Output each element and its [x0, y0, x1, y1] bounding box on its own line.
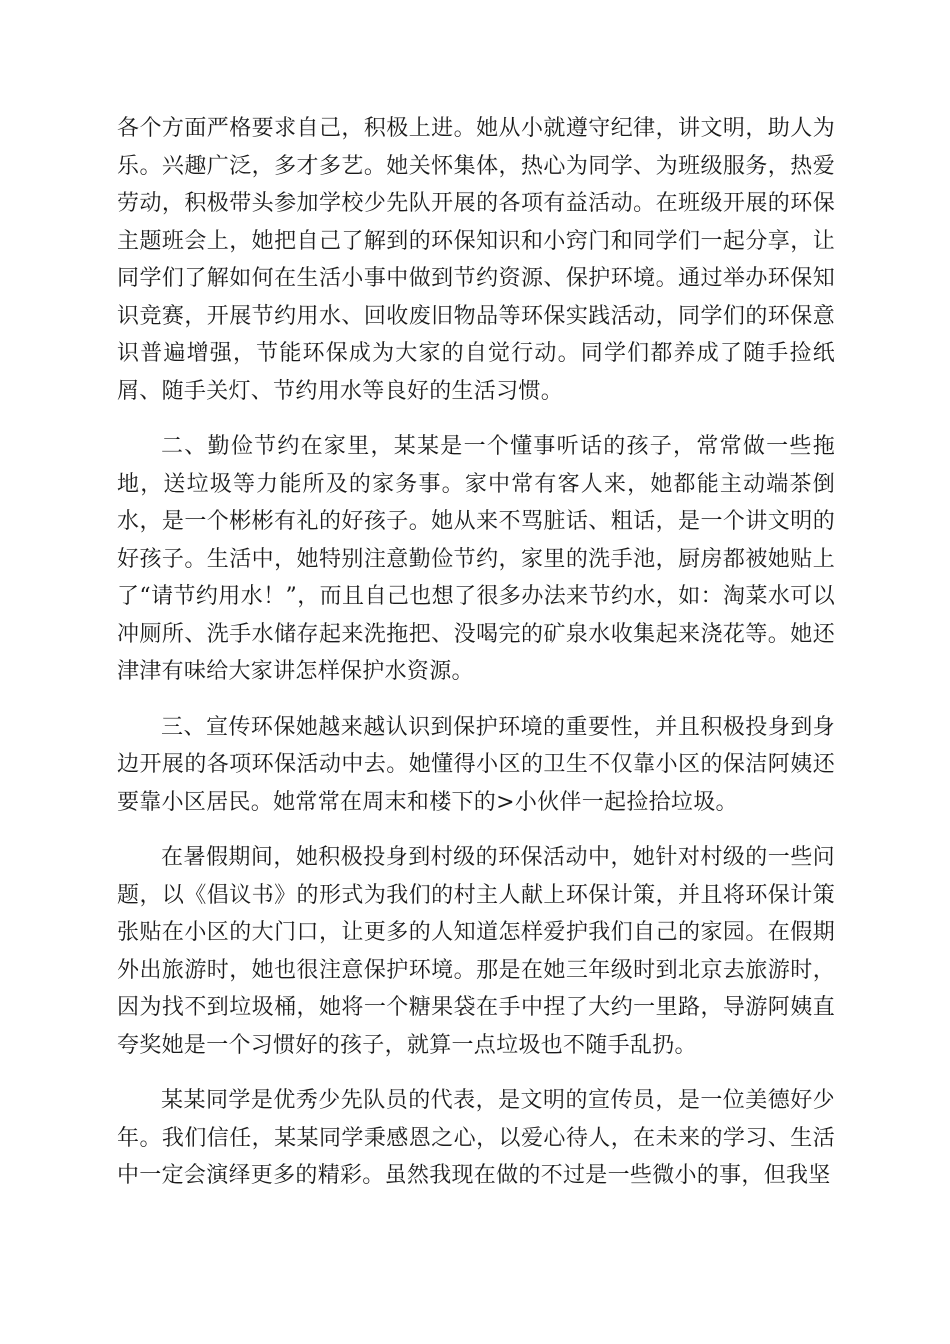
document-body — [117, 110, 835, 1213]
paragraph-section-two: 二、勤俭节约在家里，某某是一个懂事听话的孩子，常常做一些拖地，送垃圾等力能所及的家务事。家中常有客人来，她都能主动端茶倒水，是一个彬彬有礼的好孩子。她从来不骂脏话、粗话，是一个讲文明的好孩子。生活中，她特别注意勤俭节约，家里的洗手池，厨房都被她贴上了“请节约用水！”，而且自己也想了很多办法来节约水，如：淘菜水可以冲厕所、洗手水储存起来洗拖把、没喝完的矿泉水收集起来浇花等。她还津津有味给大家讲怎样保护水资源。 — [117, 434, 835, 684]
paragraph-section-three: 三、宣传环保她越来越认识到保护环境的重要性，并且积极投身到身边开展的各项环保活动中去。她懂得小区的卫生不仅靠小区的保洁阿姨还要靠小区居民。她常常在周末和楼下的>小伙伴一起捡拾垃圾。 — [117, 714, 835, 815]
paragraph-conclusion: 某某同学是优秀少先队员的代表，是文明的宣传员，是一位美德好少年。我们信任，某某同学秉感恩之心，以爱心待人，在未来的学习、生活中一定会演绎更多的精彩。虽然我现在做的不过是一些微小的事，但我坚 — [117, 1088, 835, 1188]
paragraph-summer-vacation: 在暑假期间，她积极投身到村级的环保活动中，她针对村级的一些问题，以《倡议书》的形式为我们的村主人献上环保计策，并且将环保计策张贴在小区的大门口，让更多的人知道怎样爱护我们自己的家园。在假期外出旅游时，她也很注意保护环境。那是在她三年级时到北京去旅游时，因为找不到垃圾桶，她将一个糖果袋在手中捏了大约一里路，导游阿姨直夸奖她是一个习惯好的孩子，就算一点垃圾也不随手乱扔。 — [117, 845, 835, 1058]
paragraph-continued: 各个方面严格要求自己，积极上进。她从小就遵守纪律，讲文明，助人为乐。兴趣广泛，多才多艺。她关怀集体，热心为同学、为班级服务，热爱劳动，积极带头参加学校少先队开展的各项有益活动。在班级开展的环保主题班会上，她把自己了解到的环保知识和小窍门和同学们一起分享，让同学们了解如何在生活小事中做到节约资源、保护环境。通过举办环保知识竞赛，开展节约用水、回收废旧物品等环保实践活动，同学们的环保意识普遍增强，节能环保成为大家的自觉行动。同学们都养成了随手捡纸屑、随手关灯、节约用水等良好的生活习惯。 — [117, 116, 835, 404]
